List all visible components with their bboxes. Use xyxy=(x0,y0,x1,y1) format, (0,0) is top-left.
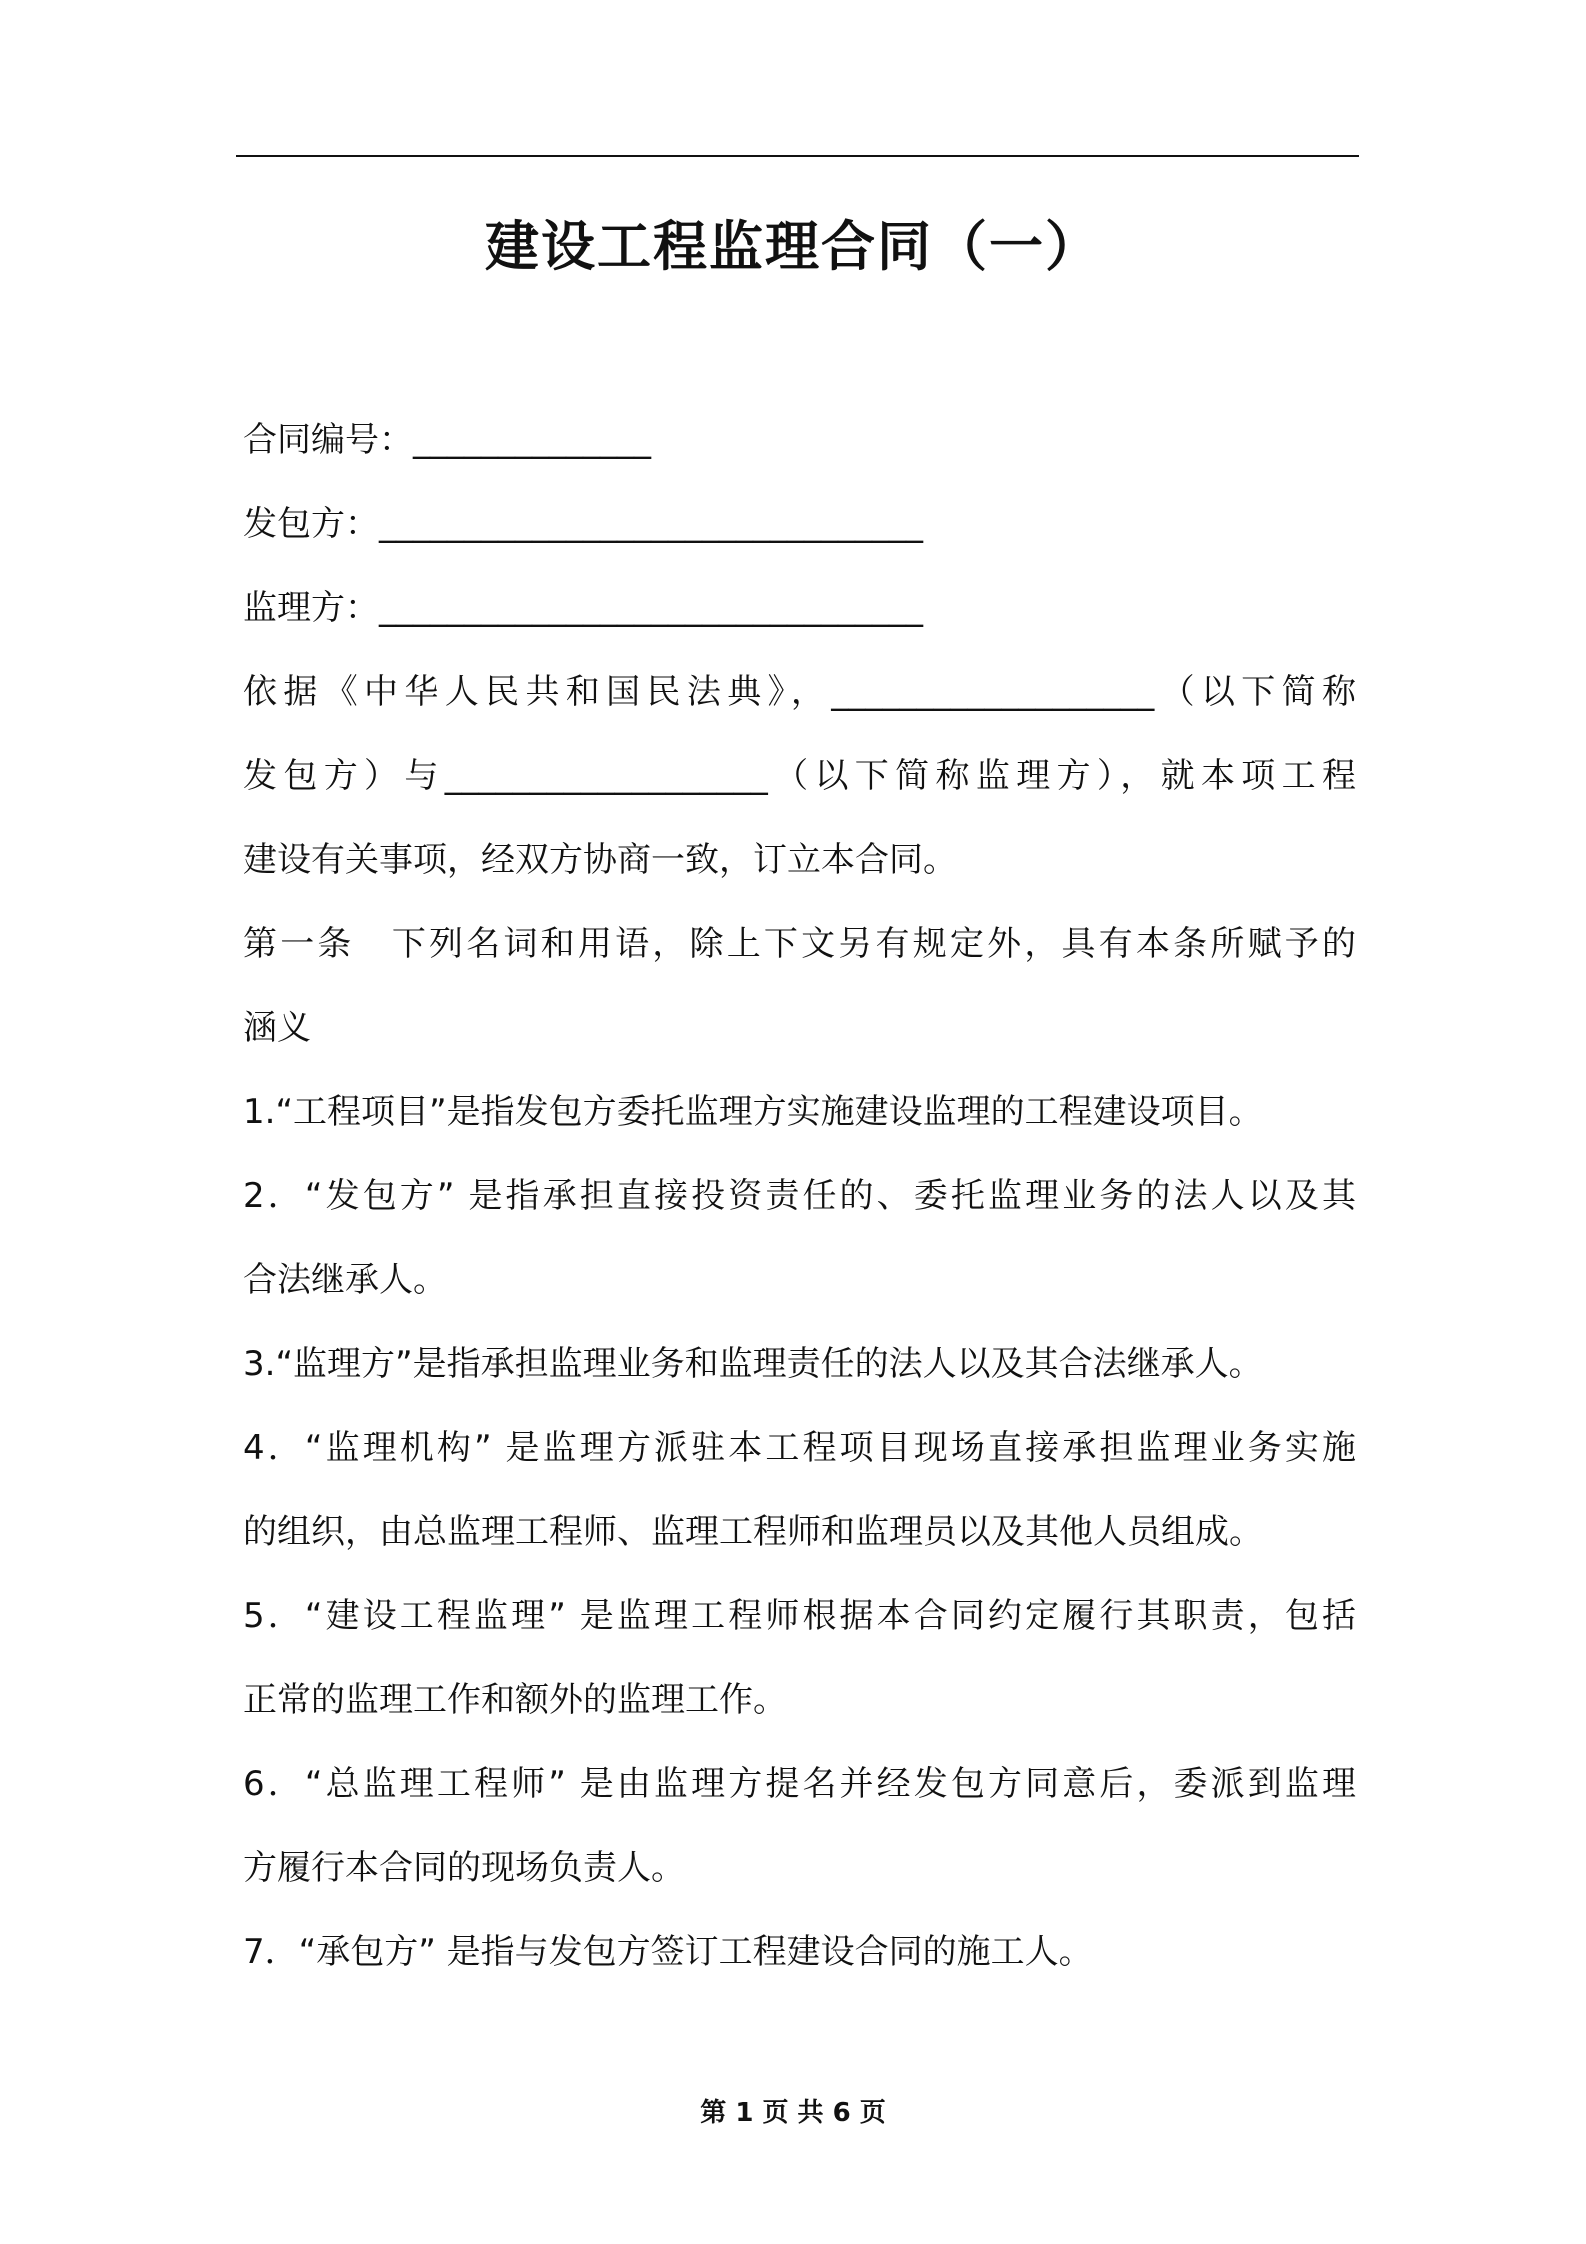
definition-2: 2．“发包方” 是指承担直接投资责任的、委托监理业务的法人以及其 xyxy=(243,1176,1356,1216)
definition-7: 7．“承包方” 是指与发包方签订工程建设合同的施工人。 xyxy=(243,1932,1093,1972)
definition-3: 3.“监理方”是指承担监理业务和监理责任的法人以及其合法继承人。 xyxy=(243,1344,1263,1384)
supervisor-line: 监理方：________________________________ xyxy=(243,588,923,628)
article-1-heading: 第一条 下列名词和用语，除上下文另有规定外，具有本条所赋予的 xyxy=(243,924,1356,964)
page-number: 第 1 页 共 6 页 xyxy=(700,2098,886,2128)
definition-1: 1.“工程项目”是指发包方委托监理方实施建设监理的工程建设项目。 xyxy=(243,1092,1263,1132)
definition-6: 6．“总监理工程师” 是由监理方提名并经发包方同意后，委派到监理 xyxy=(243,1764,1356,1804)
preamble-line-2: 发包方）与___________________（以下简称监理方），就本项工程 xyxy=(243,756,1356,796)
contract-number-line: 合同编号：______________ xyxy=(243,420,651,460)
definition-5-cont: 正常的监理工作和额外的监理工作。 xyxy=(243,1680,787,1720)
document-title: 建设工程监理合同（一） xyxy=(485,215,1101,278)
preamble-line-3: 建设有关事项，经双方协商一致，订立本合同。 xyxy=(243,840,957,880)
definition-4: 4．“监理机构” 是监理方派驻本工程项目现场直接承担监理业务实施 xyxy=(243,1428,1356,1468)
definition-5: 5．“建设工程监理” 是监理工程师根据本合同约定履行其职责，包括 xyxy=(243,1596,1356,1636)
definition-6-cont: 方履行本合同的现场负责人。 xyxy=(243,1848,685,1888)
preamble-line-1: 依据《中华人民共和国民法典》，___________________（以下简称 xyxy=(243,672,1356,712)
contract-body xyxy=(243,398,1356,1994)
article-1-heading-cont: 涵义 xyxy=(243,1008,311,1048)
header-rule xyxy=(236,155,1359,157)
definition-2-cont: 合法继承人。 xyxy=(243,1260,447,1300)
definition-4-cont: 的组织，由总监理工程师、监理工程师和监理员以及其他人员组成。 xyxy=(243,1512,1263,1552)
employer-line: 发包方：________________________________ xyxy=(243,504,923,544)
